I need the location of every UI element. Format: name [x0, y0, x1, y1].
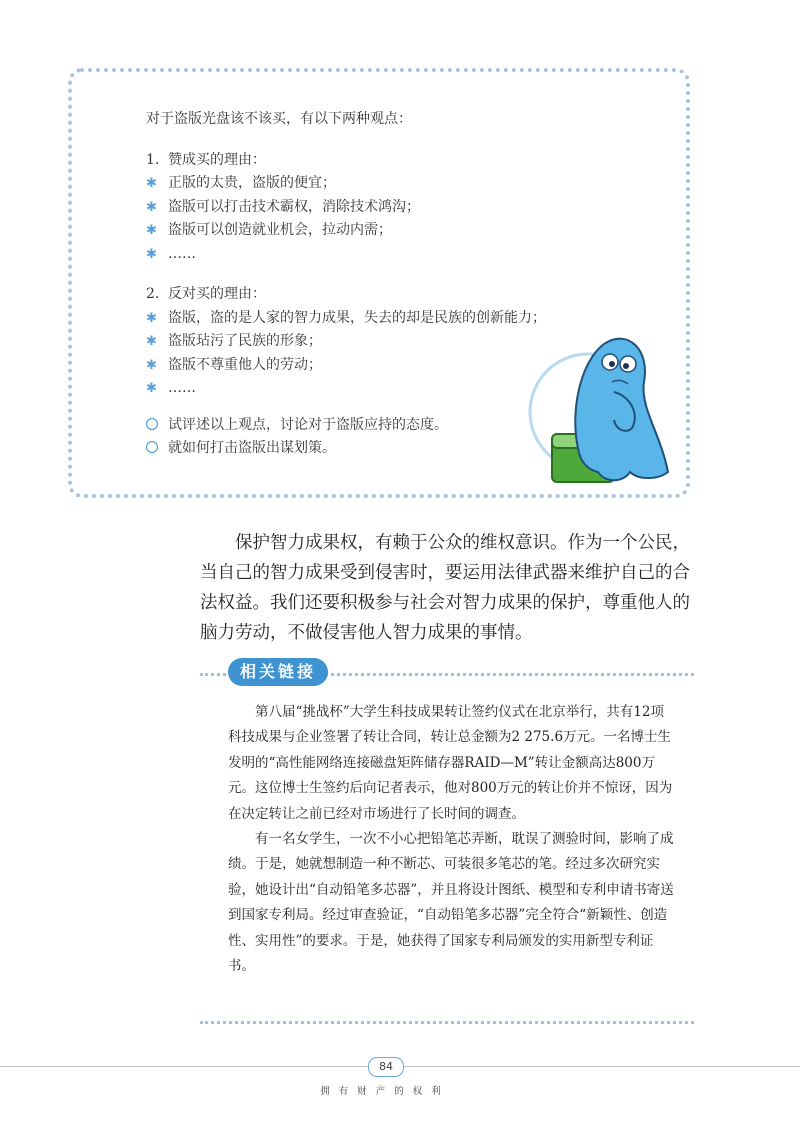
asterisk-icon: ✱ [146, 334, 157, 349]
question-item: 就如何打击盗版出谋划策。 [146, 437, 616, 461]
related-bottom-divider [200, 1021, 694, 1024]
pro-heading-text: 赞成买的理由： [168, 151, 266, 168]
con-heading [146, 283, 616, 307]
list-item: ✱ …… [146, 377, 616, 401]
asterisk-icon: ✱ [146, 246, 157, 262]
circle-bullet-icon [146, 441, 158, 453]
con-heading-text: 反对买的理由： [168, 286, 266, 302]
discussion-intro: 对于盗版光盘该不该买，有以下两种观点： [146, 111, 412, 127]
list-item: ✱ 盗版，盗的是人家的智力成果，失去的却是民族的创新能力； [146, 307, 616, 331]
asterisk-icon: ✱ [146, 357, 157, 373]
pro-heading [146, 149, 616, 173]
related-paragraph: 第八届“挑战杯”大学生科技成果转让签约仪式在北京举行，共有12项科技成果与企业签署了转让合同，转让总金额为2 275.6万元。一名博士生发明的“高性能网络连接磁盘矩阵储存器RAID—M”转让金额高达800万元。这位博士生签约后向记者表示，他对800万元的转让价并不惊讶，因为在决定转让之前已经对市场进行了长时间的调查。 [228, 704, 673, 822]
page-number: 84 [368, 1057, 404, 1077]
thinking-character-illustration [518, 322, 678, 492]
pro-heading-number: 1. [146, 151, 160, 168]
main-paragraph: 保护智力成果权，有赖于公众的维权意识。作为一个公民，当自己的智力成果受到侵害时，要运用法律武器来维护自己的合法权益。我们还要积极参与社会对智力成果的保护，尊重他人的脑力劳动，不做侵害他人智力成果的事情。 [200, 533, 690, 643]
asterisk-icon: ✱ [146, 199, 157, 215]
related-link-text [228, 700, 674, 979]
list-item: ✱ 正版的太贵，盗版的便宜； [146, 172, 616, 196]
question-item: 试评述以上观点，讨论对于盗版应持的态度。 [146, 414, 616, 438]
list-item: ✱ 盗版玷污了民族的形象； [146, 330, 616, 354]
related-paragraph: 有一名女学生，一次不小心把铅笔芯弄断，耽误了测验时间，影响了成绩。于是，她就想制造一种不断芯、可装很多笔芯的笔。经过多次研究实验，她设计出“自动铅笔多芯器”，并且将设计图纸、模型和专利申请书寄送到国家专利局。经过审查验证，“自动铅笔多芯器”完全符合“新颖性、创造性、实用性”的要求。于是，她获得了国家专利局颁发的实用新型专利证书。 [228, 831, 674, 975]
asterisk-icon: ✱ [146, 310, 157, 326]
footer-title: 拥有财产的权利 [320, 1086, 450, 1097]
list-item: ✱ 盗版不尊重他人的劳动； [146, 354, 616, 378]
asterisk-icon: ✱ [146, 381, 157, 396]
list-item: ✱ …… [146, 243, 616, 267]
list-item: ✱ 盗版可以创造就业机会，拉动内需； [146, 219, 616, 243]
asterisk-icon: ✱ [146, 223, 157, 238]
list-item: ✱ 盗版可以打击技术霸权，消除技术鸿沟； [146, 196, 616, 220]
circle-bullet-icon [146, 418, 158, 430]
asterisk-icon: ✱ [146, 176, 157, 191]
related-link-label: 相关链接 [228, 658, 328, 686]
con-heading-number: 2. [146, 286, 160, 302]
